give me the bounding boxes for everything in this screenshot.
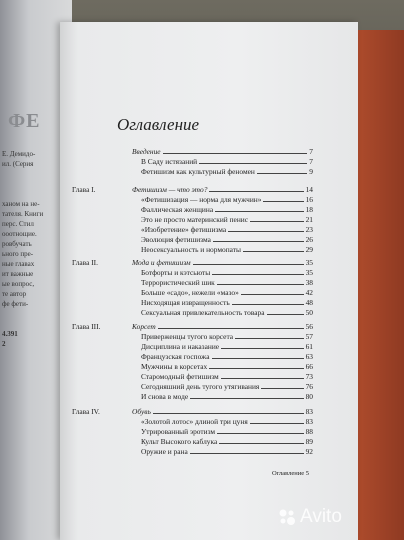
toc-entry [141,157,313,166]
toc-entry [132,322,313,331]
toc-entry-label: Французская госпожа [141,352,210,361]
toc-page-number: 38 [305,278,313,287]
left-fragment: Е. Демидо- [2,150,36,158]
toc-chapter-number: Глава I. [72,185,96,194]
left-fragment: 2 [2,340,6,348]
left-fragment: ханом на не- [2,200,40,208]
toc-page-number: 92 [305,447,313,456]
toc-entry-label: Дисциплина и наказание [141,342,220,351]
toc-entry [141,215,313,224]
toc-leader-line [217,284,304,285]
toc-entry [141,308,313,317]
avito-logo-icon [278,508,296,526]
left-fragment: 4.391 [2,330,18,338]
toc-page-number: 83 [305,407,313,416]
toc-page-number: 48 [305,298,313,307]
toc-entry-label: Сексуальная привлекательность товара [141,308,265,317]
left-fragment: ил. (Серия [2,160,34,168]
toc-entry-label: Приверженцы тугого корсета [141,332,234,341]
toc-entry-label: Фаллическая женщина [141,205,214,214]
toc-page-number: 18 [305,205,313,214]
toc-entry-label: И снова в моде [141,392,189,401]
toc-entry [141,225,313,234]
page-footer: Оглавление 5 [272,470,309,477]
toc-entry-label: Оружие и рана [141,447,188,456]
toc-entry-label: Это не просто материнский пенис [141,215,249,224]
toc-entry-label: Нисходящая извращенность [141,298,230,307]
toc-leader-line [212,358,304,359]
toc-page-number: 76 [305,382,313,391]
toc-chapter-number: Глава II. [72,258,98,267]
left-fragment: ит важные [2,270,34,278]
toc-leader-line [221,378,304,379]
toc-entry [141,447,313,456]
toc-leader-line [209,191,303,192]
left-fragment: фе фети- [2,300,29,308]
toc-entry-label: Обувь [132,407,151,416]
toc-leader-line [250,221,304,222]
toc-page-number: 14 [305,185,313,194]
toc-entry [141,288,313,297]
toc-leader-line [190,453,304,454]
toc-page-number: 88 [305,427,313,436]
toc-leader-line [228,231,303,232]
toc-leader-line [163,153,308,154]
toc-leader-line [221,348,304,349]
toc-leader-line [209,368,303,369]
toc-leader-line [261,388,303,389]
toc-page-number: 35 [305,268,313,277]
toc-entry-label: Культ Высокого каблука [141,437,218,446]
toc-leader-line [213,241,304,242]
toc-entry [141,352,313,361]
toc-leader-line [158,328,304,329]
toc-entry-label: Эволюция фетишизма [141,235,211,244]
toc-leader-line [217,433,304,434]
toc-page-number: 63 [305,352,313,361]
avito-watermark: Avito [300,506,342,527]
toc-entry [141,245,313,254]
toc-entry-label: Корсет [132,322,156,331]
toc-entry [141,332,313,341]
toc-page-number: 9 [309,167,313,176]
toc-entry-label: Фетишизм как культурный феномен [141,167,255,176]
toc-entry [141,235,313,244]
left-fragment: те автор [2,290,27,298]
toc-entry [141,362,313,371]
toc-page-number: 23 [305,225,313,234]
toc-leader-line [219,443,303,444]
toc-page-number: 83 [305,417,313,426]
toc-entry-label: «Золотой лотос» длиной три цуня [141,417,248,426]
toc-leader-line [212,274,303,275]
toc-leader-line [257,173,307,174]
toc-page-number: 80 [305,392,313,401]
toc-page-number: 50 [305,308,313,317]
toc-leader-line [250,423,304,424]
toc-page-number: 35 [305,258,313,267]
toc-entry [141,278,313,287]
toc-page-number: 7 [309,147,313,156]
toc-entry [141,195,313,204]
left-fragment: ьного пре- [2,250,34,258]
toc-entry [141,205,313,214]
toc-entry [132,185,313,194]
toc-entry-label: Старомодный фетишизм [141,372,219,381]
toc-page-number: 16 [305,195,313,204]
toc-page-number: 26 [305,235,313,244]
toc-entry-label: Введение [132,147,161,156]
toc-page-number: 57 [305,332,313,341]
toc-leader-line [243,251,304,252]
toc-leader-line [199,163,307,164]
toc-leader-line [193,264,304,265]
toc-entry [141,298,313,307]
toc-entry-label: Сегодняшний день тугого утягивания [141,382,260,391]
left-fragment: ые вопрос, [2,280,35,288]
toc-page-number: 42 [305,288,313,297]
toc-leader-line [267,314,304,315]
toc-leader-line [241,294,304,295]
toc-leader-line [263,201,303,202]
toc-page-number: 61 [305,342,313,351]
toc-page-number: 73 [305,372,313,381]
toc-title: Оглавление [117,115,200,134]
toc-leader-line [190,398,303,399]
toc-entry-label: Больше «садо», нежели «мазо» [141,288,239,297]
toc-entry-label: «Фетишизация — норма для мужчин» [141,195,262,204]
toc-page-number: 89 [305,437,313,446]
toc-chapter-number: Глава III. [72,322,101,331]
toc-leader-line [153,413,304,414]
toc-entry-label: Утрированный эротизм [141,427,216,436]
toc-entry [141,392,313,401]
left-fragment: ооотнощие. [2,230,37,238]
toc-entry-label: Ботфорты и кэтсьюты [141,268,211,277]
toc-entry-label: Неосексуальность и нормопаты [141,245,241,254]
left-fragment: тателя. Книги [2,210,44,218]
left-fragment: перс. Стил [2,220,34,228]
toc-entry [141,382,313,391]
toc-entry [141,342,313,351]
toc-entry-label: Мужчины в корсетах [141,362,208,371]
toc-entry [141,417,313,426]
toc-entry [132,147,313,156]
toc-entry [141,427,313,436]
toc-leader-line [232,304,304,305]
left-fragment: ные главах [2,260,35,268]
toc-entry [132,407,313,416]
toc-page-number: 21 [305,215,313,224]
toc-page-number: 56 [305,322,313,331]
toc-entry [141,372,313,381]
toc-page-number: 7 [309,157,313,166]
toc-entry-label: «Изобретение» фетишизма [141,225,227,234]
toc-entry [141,437,313,446]
toc-page-number: 66 [305,362,313,371]
toc-entry-label: В Саду истязаний [141,157,198,166]
toc-chapter-number: Глава IV. [72,407,100,416]
toc-entry-label: Фетишизм — что это? [132,185,208,194]
toc-leader-line [235,338,304,339]
toc-entry [132,258,313,267]
left-fragment: ровбучать [2,240,32,248]
toc-leader-line [215,211,304,212]
left-page-letters: ФЕ [8,110,41,132]
toc-entry [141,268,313,277]
toc-entry [141,167,313,176]
toc-entry-label: Мода и фетишизм [132,258,191,267]
toc-entry-label: Террористический шик [141,278,215,287]
toc-page-number: 29 [305,245,313,254]
